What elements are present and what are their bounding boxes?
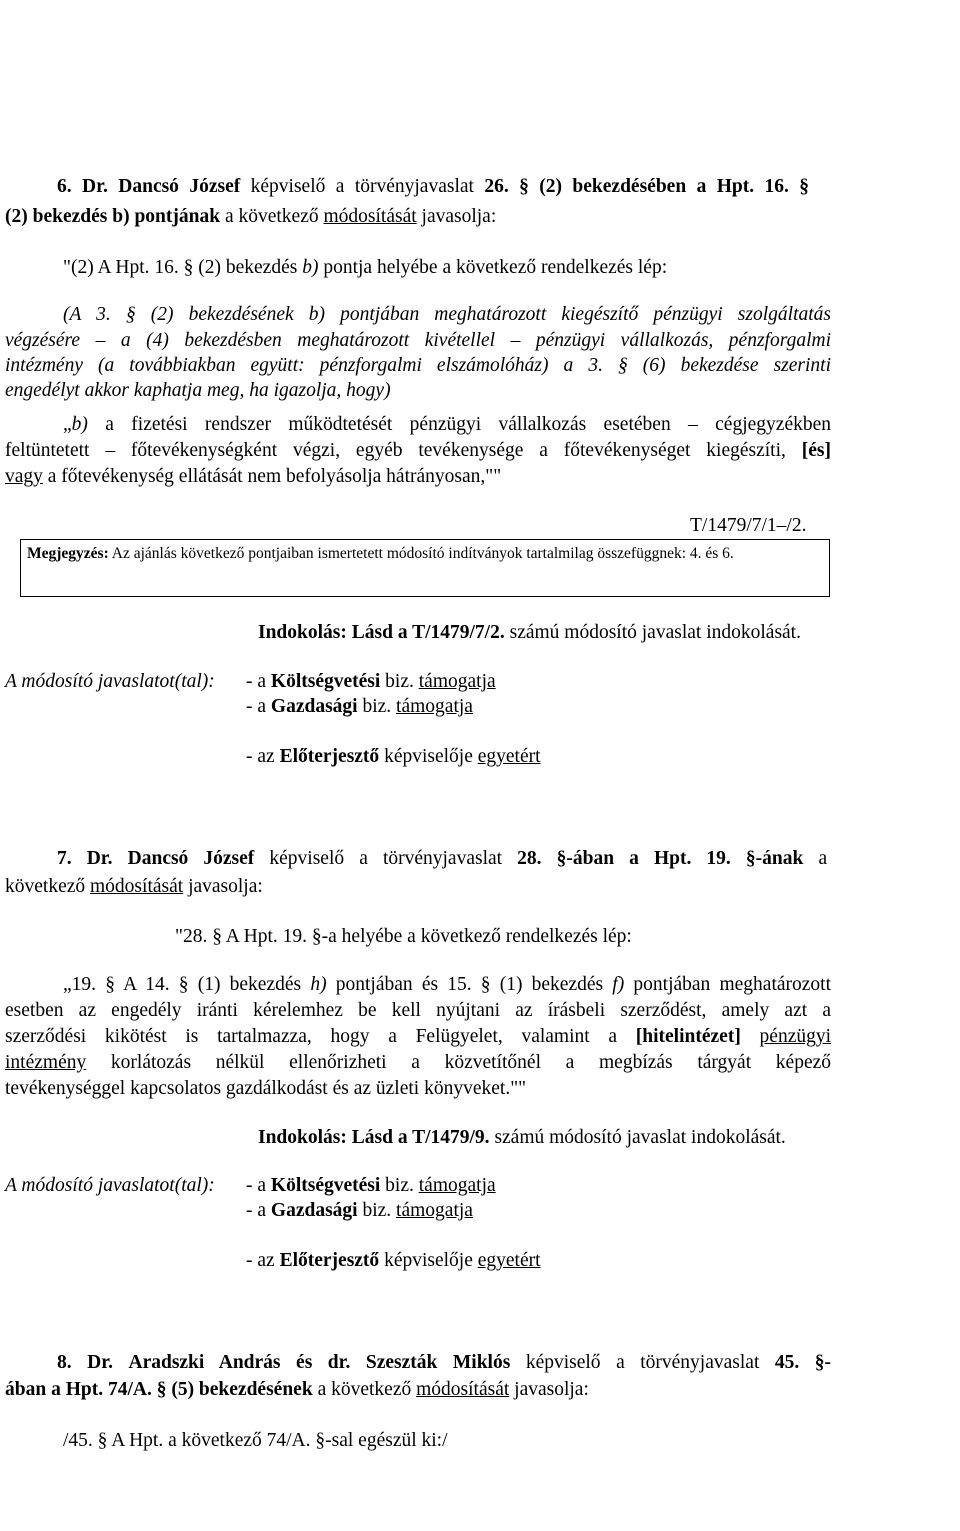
author-name: Dancsó József [127,848,255,869]
item-7-heading-line-2: következő módosítását javasolja: [5,876,263,897]
justification-7: Indokolás: Lásd a T/1479/9. számú módosító javaslat indokolását. [258,1127,786,1148]
note-box [20,539,830,597]
dr-title: Dr. [82,176,108,197]
item-6-quote-intro: "(2) A Hpt. 16. § (2) bekezdés b) pontja helyébe a következő rendelkezés lép: [63,257,668,278]
support-line-budget-6: - a Költségvetési biz. támogatja [246,671,496,692]
item-7-text-line-2: esetben az engedély iránti kérelemhez be kell nyújtani az írásbeli szerződést, amely azt a [5,1000,831,1021]
author-name: Dancsó József [118,176,241,197]
support-label-7: A módosító javaslatot(tal): [5,1175,215,1196]
italic-paragraph-line-3: intézmény (a továbbiakban együtt: pénzforgalmi elszámolóház) a 3. § (6) bekezdése szerinti [5,355,831,376]
item-8-quote-intro: /45. § A Hpt. a következő 74/A. §-sal egészül ki:/ [63,1430,448,1451]
item-number: 6. [57,176,72,197]
italic-paragraph-line-4: engedélyt akkor kaphatja meg, ha igazolja, hogy) [5,380,391,401]
item-7-heading-line-1: 7. Dr. Dancsó József képviselő a törvényjavaslat 28. §-ában a Hpt. 19. §-ának a [57,848,828,869]
item-number: 8. [57,1352,72,1373]
support-line-economic-7: - a Gazdasági biz. támogatja [246,1200,473,1221]
item-number: 7. [57,848,72,869]
amendment-text-line-2: feltüntetett – főtevékenységként végzi, egyéb tevékenysége a főtevékenységet kiegészíti, [és] [5,440,831,461]
italic-paragraph-line-1: (A 3. § (2) bekezdésének b) pontjában meghatározott kiegészítő pénzügyi szolgáltatás [63,304,831,325]
item-7-text-line-1: „19. § A 14. § (1) bekezdés h) pontjában és 15. § (1) bekezdés f) pontjában meghatározott [63,974,832,995]
justification-6: Indokolás: Lásd a T/1479/7/2. számú módosító javaslat indokolását. [258,622,801,643]
document-reference: T/1479/7/1–/2. [690,515,807,536]
item-8-heading-line-2: ában a Hpt. 74/A. § (5) bekezdésének a következő módosítását javasolja: [5,1379,589,1400]
item-7-text-line-3: szerződési kikötést is tartalmazza, hogy a Felügyelet, valamint a [hitelintézet] pénzügyi [5,1026,832,1047]
support-line-sponsor-6: - az Előterjesztő képviselője egyetért [246,746,541,767]
author-names: Aradszki András és dr. Szeszták Miklós [128,1352,511,1373]
note-label: Megjegyzés: [27,545,109,562]
note-text: Az ajánlás következő pontjaiban ismertetett módosító indítványok tartalmilag összefüggnek: 4. és 6. [111,545,734,562]
support-label-6: A módosító javaslatot(tal): [5,671,215,692]
italic-paragraph-line-2: végzésére – a (4) bekezdésben meghatározott kivétellel – pénzügyi vállalkozás, pénzforgalmi [5,330,831,351]
item-7-text-line-4: intézmény korlátozás nélkül ellenőrizheti a közvetítőnél a megbízás tárgyát képező [5,1052,831,1073]
amendment-text-line-3: vagy a főtevékenység ellátását nem befolyásolja hátrányosan,"" [5,466,502,487]
item-7-quote-intro: "28. § A Hpt. 19. §-a helyébe a következő rendelkezés lép: [175,926,632,947]
support-line-sponsor-7: - az Előterjesztő képviselője egyetért [246,1250,541,1271]
item-6-heading-line-1: 6. Dr. Dancsó József képviselő a törvényjavaslat 26. § (2) bekezdésében a Hpt. 16. § [57,176,810,197]
support-line-budget-7: - a Költségvetési biz. támogatja [246,1175,496,1196]
item-6-heading-line-2: (2) bekezdés b) pontjának a következő módosítását javasolja: [5,206,497,227]
amendment-text-line-1: „b) a fizetési rendszer működtetését pénzügyi vállalkozás esetében – cégjegyzékben [63,414,831,435]
item-8-heading-line-1: 8. Dr. Aradszki András és dr. Szeszták Miklós képviselő a törvényjavaslat 45. §- [57,1352,832,1373]
support-line-economic-6: - a Gazdasági biz. támogatja [246,696,473,717]
item-7-text-line-5: tevékenységgel kapcsolatos gazdálkodást és az üzleti könyveket."" [5,1078,527,1099]
